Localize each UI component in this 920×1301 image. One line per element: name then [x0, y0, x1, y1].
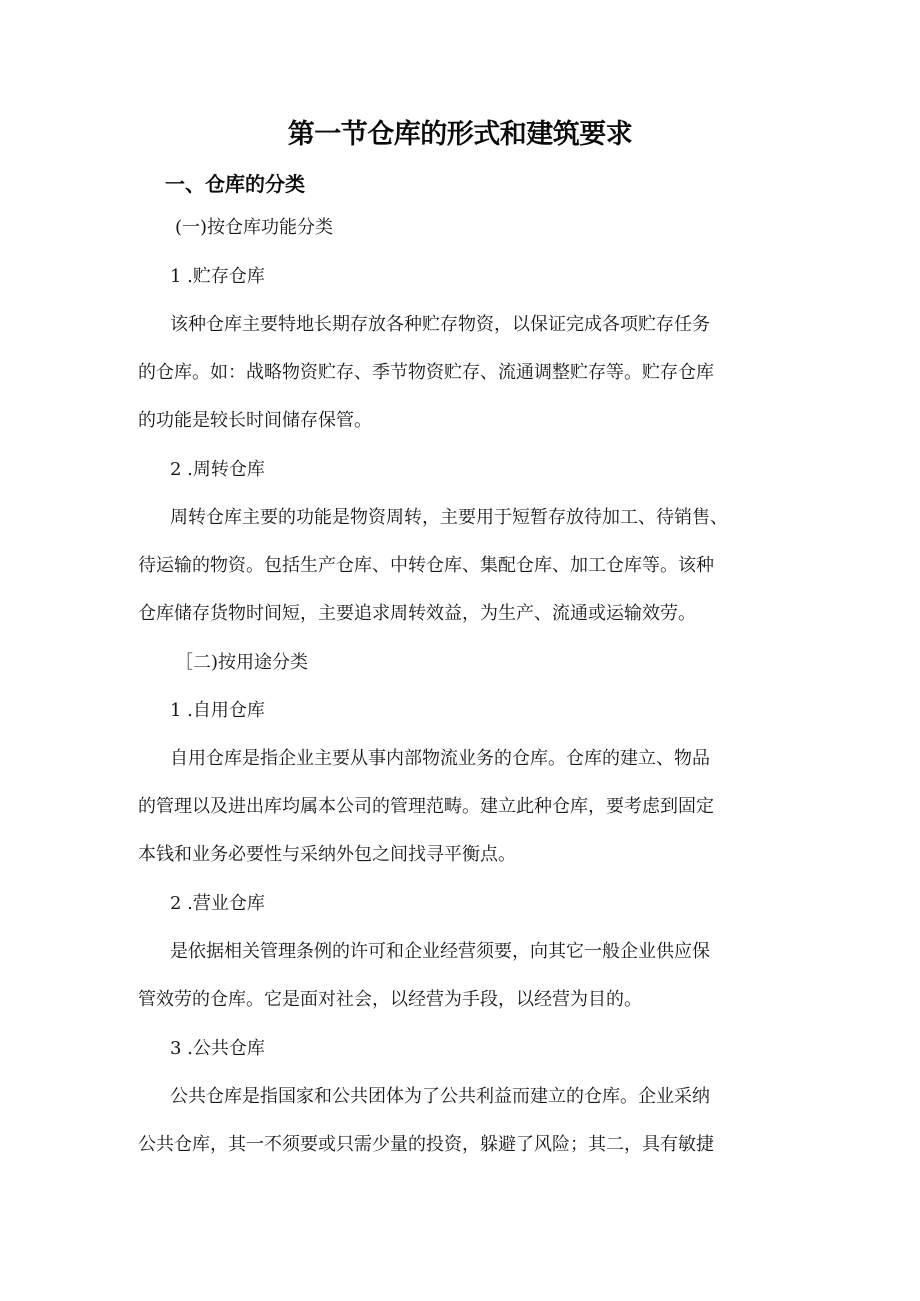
item-heading: 2 .营业仓库: [170, 893, 265, 914]
paragraph-line: 待运输的物资。包括生产仓库、中转仓库、集配仓库、加工仓库等。该种: [138, 555, 714, 576]
paragraph-line: 是依据相关管理条例的许可和企业经营须要，向其它一般企业供应保: [170, 941, 710, 962]
item-heading: 1 .贮存仓库: [170, 266, 265, 287]
subsection-heading: (一)按仓库功能分类: [175, 217, 334, 238]
paragraph-line: 仓库储存货物时间短，主要追求周转效益，为生产、流通或运输效劳。: [138, 603, 696, 624]
paragraph-line: 自用仓库是指企业主要从事内部物流业务的仓库。仓库的建立、物品: [170, 748, 710, 769]
paragraph-line: 公共仓库是指国家和公共团体为了公共利益而建立的仓库。企业采纳: [170, 1086, 710, 1107]
paragraph-line: 管效劳的仓库。它是面对社会，以经营为手段，以经营为目的。: [138, 989, 642, 1010]
paragraph-line: 的仓库。如：战略物资贮存、季节物资贮存、流通调整贮存等。贮存仓库: [138, 362, 714, 383]
item-heading: 2 .周转仓库: [170, 459, 265, 480]
item-heading: 3 .公共仓库: [170, 1038, 265, 1059]
subsection-heading: ［二)按用途分类: [175, 652, 309, 673]
paragraph-line: 的管理以及进出库均属本公司的管理范畴。建立此种仓库，要考虑到固定: [138, 796, 714, 817]
item-heading: 1 .自用仓库: [170, 700, 265, 721]
paragraph-line: 周转仓库主要的功能是物资周转，主要用于短暂存放待加工、待销售、: [170, 507, 728, 528]
paragraph-line: 本钱和业务必要性与采纳外包之间找寻平衡点。: [138, 844, 516, 865]
page-title: 第一节仓库的形式和建筑要求: [287, 119, 633, 150]
paragraph-line: 公共仓库，其一不须要或只需少量的投资，躲避了风险；其二，具有敏捷: [138, 1134, 714, 1155]
paragraph-line: 该种仓库主要特地长期存放各种贮存物资，以保证完成各项贮存任务: [170, 314, 710, 335]
paragraph-line: 的功能是较长时间储存保管。: [138, 410, 372, 431]
section-heading: 一、仓库的分类: [165, 172, 305, 196]
